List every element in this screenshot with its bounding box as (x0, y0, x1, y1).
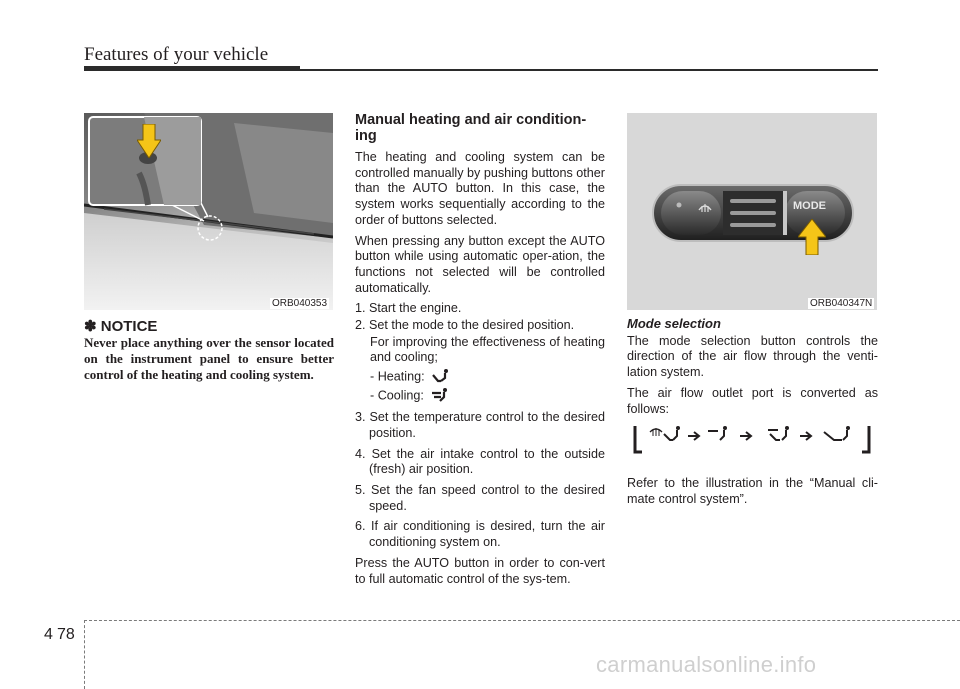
step-5: 5. Set the fan speed control to the desired speed. (355, 483, 605, 513)
manual-heading: Manual heating and air condition-ing (355, 112, 587, 144)
mode-bilevel-icon (768, 426, 789, 440)
mode-button-photo (627, 113, 877, 310)
mode-selection-paragraph-2: The air flow outlet port is converted as follows: (627, 385, 878, 416)
figure1-label: ORB040353 (272, 298, 328, 309)
header-bar (84, 66, 300, 71)
section-number: 4 (44, 626, 53, 643)
mode-selection-reference (627, 476, 878, 507)
defrost-icon (697, 200, 713, 214)
cooling-row (355, 388, 605, 404)
step-6: 6. If air conditioning is desired, turn the air conditioning system on. (355, 519, 605, 550)
footer-vertical-rule (84, 620, 85, 689)
manual-section (355, 112, 605, 592)
step-4: 4. Set the air intake control to the outside (fresh) air position. (355, 446, 605, 477)
mode-selection-title: Mode selection (627, 316, 721, 331)
footer-rule (84, 620, 960, 621)
feet-vent-icon (432, 369, 450, 385)
arrow-right-icon (740, 432, 751, 440)
face-vent-icon (431, 388, 449, 404)
notice-body: Never place anything over the sensor located on the instrument panel to ensure better control of the heating and cooling system. (84, 335, 334, 383)
step-2-sub: For improving the effectiveness of heating and cooling; (370, 334, 605, 365)
manual-paragraph-3: Press the AUTO button in order to con-vert to full automatic control of the sys-tem. (355, 555, 605, 586)
figure2-label: ORB040347N (810, 298, 873, 309)
mode-sequence-diagram (632, 422, 872, 454)
mode-selection-section (627, 316, 878, 422)
step-1: 1. Start the engine. (355, 301, 462, 316)
heating-label: - Heating: (370, 369, 425, 384)
step-2: 2. Set the mode to the desired position. (355, 318, 575, 333)
manual-paragraph-2: When pressing any button except the AUTO button while using automatic oper-ation, the functions not selected will be controlled automatically. (355, 233, 605, 295)
manual-paragraph-1: The heating and cooling system can be controlled manually by pushing buttons other than the AUTO button. In this case, the system works sequentially according to the order of buttons selected. (355, 150, 605, 227)
up-arrow-icon (798, 219, 826, 255)
mode-button-label: MODE (793, 200, 826, 212)
arrow-right-icon (800, 432, 811, 440)
mode-feet-icon (824, 426, 850, 440)
page-header-title: Features of your vehicle (84, 44, 269, 65)
mode-face-icon (708, 426, 727, 440)
mode-selection-paragraph-1: The mode selection button controls the direction of the air flow through the venti-lation system. (627, 333, 878, 380)
notice-title: ✽ NOTICE (84, 318, 158, 335)
page-number: 78 (57, 626, 75, 643)
cooling-label: - Cooling: (370, 388, 424, 403)
heating-row (355, 369, 605, 385)
header-rule (300, 69, 878, 71)
down-arrow-icon (137, 124, 161, 158)
sensor-photo (84, 113, 333, 310)
arrow-right-icon (688, 432, 699, 440)
mode-defrost-feet-icon (650, 426, 680, 440)
step-3: 3. Set the temperature control to the desired position. (355, 410, 605, 440)
mode-selection-paragraph-3: Refer to the illustration in the “Manual cli-mate control system”. (627, 476, 878, 506)
watermark: carmanualsonline.info (596, 652, 817, 677)
